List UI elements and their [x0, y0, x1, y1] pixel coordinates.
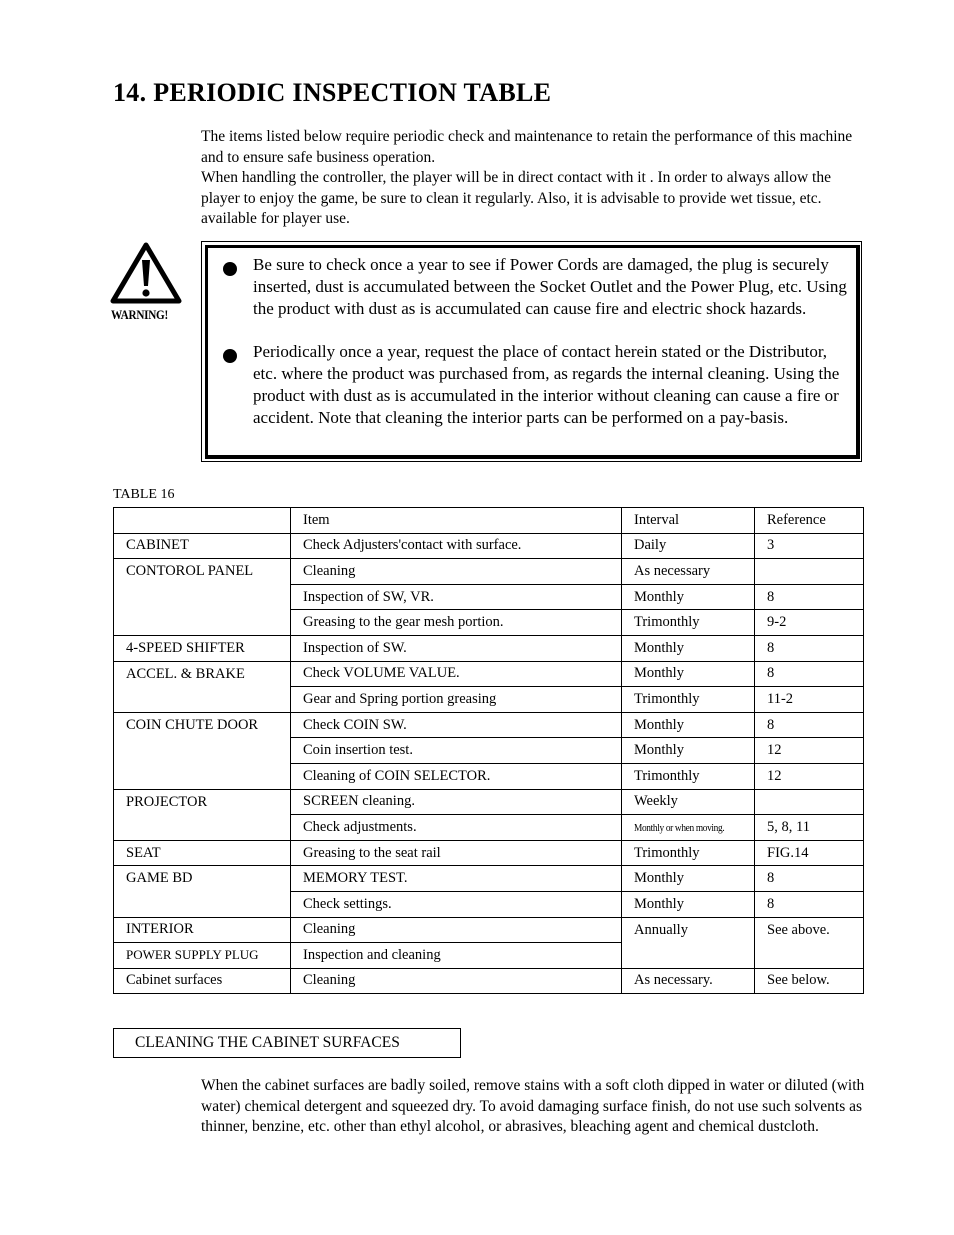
group-cell: Cabinet surfaces: [114, 968, 291, 994]
interval-cell: Monthly: [622, 584, 755, 610]
table-row: [114, 789, 864, 815]
item-cell: MEMORY TEST.: [291, 866, 622, 892]
reference-cell: 3: [755, 533, 864, 559]
group-cell: CABINET: [114, 533, 291, 559]
warning-item-1: Be sure to check once a year to see if Power Cords are damaged, the plug is securely inserted, dust is accumulated between the Socket Outlet and the Power Plug, etc. Using the product with dust as is accumulated can cause fire and electric shock hazards.: [253, 255, 847, 318]
bullet-icon: [223, 262, 237, 276]
reference-cell: 8: [755, 635, 864, 661]
item-cell: SCREEN cleaning.: [291, 789, 622, 815]
table-row: [114, 635, 864, 661]
interval-cell: Weekly: [622, 789, 755, 815]
item-cell: Check VOLUME VALUE.: [291, 661, 622, 687]
item-cell: Inspection and cleaning: [291, 943, 622, 969]
reference-cell: FIG.14: [755, 840, 864, 866]
group-cell: GAME BD: [114, 866, 291, 917]
header-cell: Item: [291, 508, 622, 534]
interval-cell: [622, 815, 755, 841]
interval-cell: Trimonthly: [622, 610, 755, 636]
item-cell: Gear and Spring portion greasing: [291, 687, 622, 713]
item-cell: Greasing to the gear mesh portion.: [291, 610, 622, 636]
interval-cell: Monthly: [622, 866, 755, 892]
group-cell: SEAT: [114, 840, 291, 866]
item-cell: Cleaning of COIN SELECTOR.: [291, 763, 622, 789]
interval-text-small: Monthly or when moving.: [634, 821, 725, 834]
reference-cell: 5, 8, 11: [755, 815, 864, 841]
item-cell: Cleaning: [291, 559, 622, 585]
item-cell: Check settings.: [291, 891, 622, 917]
item-cell: Check Adjusters'contact with surface.: [291, 533, 622, 559]
interval-cell: As necessary.: [622, 968, 755, 994]
intro-paragraph-2: When handling the controller, the player will be in direct contact with it . In order to always allow the player to enjoy the game, be sure to clean it regularly. Also, it is advisable to provide wet tissue, etc. available for player use.: [201, 169, 831, 227]
interval-cell: Monthly: [622, 738, 755, 764]
item-cell: Inspection of SW, VR.: [291, 584, 622, 610]
table-row: [114, 533, 864, 559]
group-cell: COIN CHUTE DOOR: [114, 712, 291, 789]
cleaning-section-heading: CLEANING THE CABINET SURFACES: [113, 1028, 461, 1058]
item-cell: Cleaning: [291, 968, 622, 994]
reference-cell: 11-2: [755, 687, 864, 713]
table-row: [114, 866, 864, 892]
item-cell: Inspection of SW.: [291, 635, 622, 661]
table-row: [114, 712, 864, 738]
group-cell: ACCEL. & BRAKE: [114, 661, 291, 712]
table-row: [114, 559, 864, 585]
reference-cell: See below.: [755, 968, 864, 994]
table-row: [114, 840, 864, 866]
cleaning-paragraph: When the cabinet surfaces are badly soiled, remove stains with a soft cloth dipped in water or diluted (with water) chemical detergent and squeezed dry. To avoid damaging surface finish, do not use such solvents as thinner, benzine, etc. other than ethyl alcohol, or abrasives, bleaching agent and chemical dustcloth.: [201, 1077, 865, 1135]
header-cell: Interval: [622, 508, 755, 534]
group-cell: CONTOROL PANEL: [114, 559, 291, 636]
interval-cell: Annually: [622, 917, 755, 968]
reference-cell: 8: [755, 661, 864, 687]
reference-cell: [755, 559, 864, 585]
reference-cell: 8: [755, 584, 864, 610]
table-row: [114, 661, 864, 687]
item-cell: Cleaning: [291, 917, 622, 943]
item-cell: Check adjustments.: [291, 815, 622, 841]
interval-cell: Trimonthly: [622, 840, 755, 866]
warning-label: WARNING!: [111, 307, 168, 322]
group-cell: PROJECTOR: [114, 789, 291, 840]
page-title: 14. PERIODIC INSPECTION TABLE: [113, 78, 552, 107]
reference-cell: [755, 789, 864, 815]
intro-text: [201, 127, 866, 230]
table-row: [114, 917, 864, 943]
header-cell: [114, 508, 291, 534]
table-row: [114, 968, 864, 994]
item-cell: Greasing to the seat rail: [291, 840, 622, 866]
interval-cell: Trimonthly: [622, 763, 755, 789]
reference-cell: 8: [755, 712, 864, 738]
table-header-row: [114, 508, 864, 534]
interval-cell: As necessary: [622, 559, 755, 585]
interval-cell: Monthly: [622, 661, 755, 687]
reference-cell: 8: [755, 891, 864, 917]
interval-cell: Monthly: [622, 635, 755, 661]
interval-cell: Daily: [622, 533, 755, 559]
interval-cell: Monthly: [622, 712, 755, 738]
interval-cell: Monthly: [622, 891, 755, 917]
item-cell: Check COIN SW.: [291, 712, 622, 738]
group-cell: INTERIOR: [114, 917, 291, 943]
reference-cell: 9-2: [755, 610, 864, 636]
reference-cell: See above.: [755, 917, 864, 968]
warning-item-2: Periodically once a year, request the place of contact herein stated or the Distributor, etc. where the product was purchased from, as regards the internal cleaning. Using the product with dust as is accumulated in the interior without cleaning can cause a fire or accident. Note that cleaning the interior parts can be performed on a pay-basis.: [253, 342, 840, 427]
item-cell: Coin insertion test.: [291, 738, 622, 764]
reference-cell: 12: [755, 763, 864, 789]
header-cell: Reference: [755, 508, 864, 534]
reference-cell: 8: [755, 866, 864, 892]
interval-cell: Trimonthly: [622, 687, 755, 713]
bullet-icon: [223, 349, 237, 363]
group-cell: 4-SPEED SHIFTER: [114, 635, 291, 661]
intro-paragraph-1: The items listed below require periodic check and maintenance to retain the performance of this machine and to ensure safe business operation.: [201, 128, 853, 166]
inspection-table: [113, 507, 864, 994]
reference-cell: 12: [755, 738, 864, 764]
group-cell: POWER SUPPLY PLUG: [114, 943, 291, 969]
table-caption: TABLE 16: [113, 487, 175, 502]
